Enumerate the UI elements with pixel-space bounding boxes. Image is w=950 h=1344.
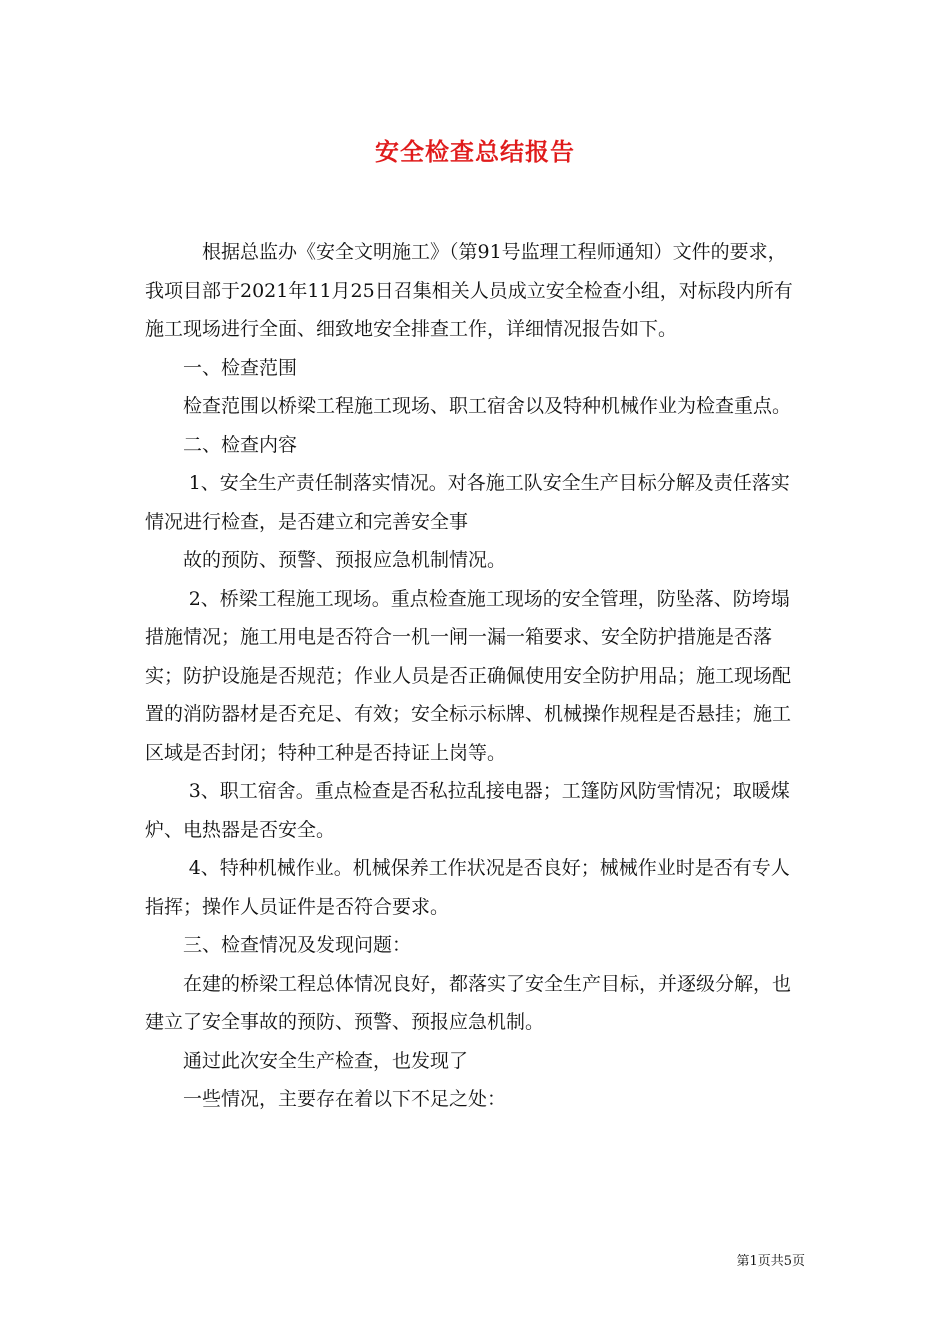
document-title: 安全检查总结报告 [375, 137, 575, 166]
paragraph-item-4: 4、特种机械作业。机械保养工作状况是否良好；械械作业时是否有专人指挥；操作人员证件是否符合要求。 [145, 857, 790, 918]
paragraph-findings-intro: 通过此次安全生产检查，也发现了 [183, 1049, 469, 1072]
paragraph-item-3: 3、职工宿舍。重点检查是否私拉乱接电器；工篷防风防雪情况；取暖煤炉、电热器是否安全。 [145, 780, 790, 841]
section-heading-findings: 三、检查情况及发现问题： [183, 934, 412, 956]
paragraph-item-1-continued: 故的预防、预警、预报应急机制情况。 [183, 549, 507, 571]
paragraph-intro: 根据总监办《安全文明施工》（第91号监理工程师通知）文件的要求，我项目部于2021年11月25日召集相关人员成立安全检查小组，对标段内所有施工现场进行全面、细致地安全排查工作，详细情况报告如下。 [145, 241, 793, 340]
section-heading-content: 二、检查内容 [183, 433, 298, 456]
paragraph-item-2: 2、桥梁工程施工现场。重点检查施工现场的安全管理，防坠落、防垮塌措施情况；施工用电是否符合一机一闸一漏一箱要求、安全防护措施是否落实；防护设施是否规范；作业人员是否正确佩使用安全防护用品；施工现场配置的消防器材是否充足、有效；安全标示标牌、机械操作规程是否悬挂；施工区域是否封闭；特种工种是否持证上岗等。 [145, 587, 792, 764]
paragraph-scope: 检查范围以桥梁工程施工现场、职工宿舍以及特种机械作业为检查重点。 [183, 395, 792, 417]
paragraph-findings: 在建的桥梁工程总体情况良好，都落实了安全生产目标，并逐级分解，也建立了安全事故的预防、预警、预报应急机制。 [145, 972, 792, 1033]
section-heading-scope: 一、检查范围 [183, 356, 298, 379]
page-number: 第1页共5页 [736, 1254, 805, 1269]
paragraph-findings-list-intro: 一些情况，主要存在着以下不足之处： [183, 1088, 507, 1110]
paragraph-item-1: 1、安全生产责任制落实情况。对各施工队安全生产目标分解及责任落实情况进行检查，是否建立和完善安全事 [145, 472, 790, 533]
document-body [145, 233, 805, 1119]
